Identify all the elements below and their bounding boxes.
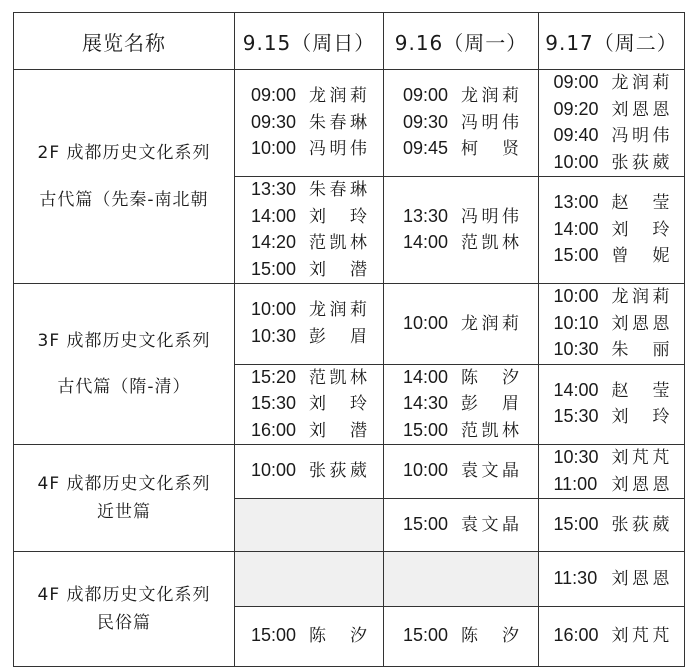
tour-entry <box>235 204 383 231</box>
tour-time: 15:00 <box>403 513 449 534</box>
guide-name: 龙润莉 <box>461 313 519 334</box>
schedule-row <box>14 552 685 607</box>
tour-time: 10:00 <box>251 460 297 481</box>
tour-entry <box>539 190 684 217</box>
tour-slot-cell <box>539 284 685 365</box>
tour-entry <box>539 70 684 97</box>
guide-name: 刘潜 <box>309 420 367 441</box>
tour-entry <box>539 566 684 593</box>
tour-time: 16:00 <box>553 625 599 646</box>
tour-entry <box>384 418 538 445</box>
tour-time: 10:30 <box>251 325 297 346</box>
tour-entry <box>539 311 684 338</box>
tour-slot-cell <box>384 177 539 284</box>
tour-time: 14:00 <box>553 379 599 400</box>
guide-name: 刘恩恩 <box>611 99 670 120</box>
guide-name: 袁文晶 <box>461 514 519 535</box>
guide-name: 彭眉 <box>461 394 519 414</box>
tour-slot-cell <box>384 445 539 499</box>
tour-entry <box>235 136 383 163</box>
tour-slot-cell <box>539 177 685 284</box>
guide-name: 柯贤 <box>461 139 519 160</box>
header-row <box>14 13 685 70</box>
tour-slot-cell <box>235 364 384 445</box>
tour-slot-cell <box>235 70 384 177</box>
tour-slot-cell <box>384 284 539 365</box>
exhibition-section: 古代篇（隋-清） <box>57 377 191 397</box>
tour-time: 13:00 <box>553 192 599 213</box>
exhibition-name-cell <box>14 70 235 284</box>
tour-entry <box>539 445 684 472</box>
guide-name: 朱春琳 <box>309 112 367 133</box>
tour-entry <box>235 110 383 137</box>
guide-name: 陈汐 <box>461 626 519 647</box>
tour-entry <box>539 404 684 431</box>
tour-time: 10:00 <box>553 286 599 306</box>
guide-name: 刘芃芃 <box>611 626 670 647</box>
guide-name: 陈汐 <box>461 367 519 388</box>
tour-slot-cell <box>235 284 384 365</box>
tour-entry <box>384 365 538 392</box>
exhibition-section: 近世篇 <box>97 502 151 522</box>
guide-name: 刘恩恩 <box>611 474 670 495</box>
tour-time: 15:00 <box>251 625 297 646</box>
guide-name: 龙润莉 <box>611 73 670 93</box>
tour-entry <box>235 365 383 392</box>
guide-name: 张荻葳 <box>611 514 670 535</box>
guide-name: 范凯林 <box>461 233 519 253</box>
guide-name: 刘芃芃 <box>611 448 670 468</box>
tour-entry <box>539 150 684 177</box>
tour-entry <box>384 110 538 137</box>
tour-slot-cell <box>384 70 539 177</box>
guide-name: 龙润莉 <box>611 287 670 307</box>
tour-slot-cell <box>539 70 685 177</box>
tour-entry <box>384 391 538 418</box>
exhibition-section: 民俗篇 <box>97 613 151 633</box>
guide-name: 冯明伟 <box>461 112 519 133</box>
guide-name: 陈汐 <box>309 626 367 647</box>
tour-slot-cell <box>235 177 384 284</box>
tour-entry <box>235 83 383 110</box>
tour-entry <box>235 230 383 257</box>
tour-time: 14:00 <box>553 218 599 239</box>
tour-slot-cell <box>235 445 384 499</box>
tour-entry <box>384 512 538 539</box>
tour-entry <box>235 458 383 485</box>
tour-entry <box>539 217 684 244</box>
tour-time: 15:00 <box>403 419 449 440</box>
tour-time: 15:20 <box>251 366 297 387</box>
guide-name: 刘恩恩 <box>611 313 670 334</box>
guide-name: 朱春琳 <box>309 180 367 200</box>
tour-entry <box>539 243 684 270</box>
guide-name: 赵莹 <box>611 193 670 214</box>
tour-time: 16:00 <box>251 419 297 440</box>
tour-time: 15:30 <box>553 406 599 427</box>
tour-entry <box>539 378 684 405</box>
tour-time: 11:30 <box>553 567 598 588</box>
tour-time: 10:00 <box>553 151 599 172</box>
guide-name: 龙润莉 <box>309 300 367 321</box>
tour-entry <box>235 297 383 324</box>
tour-entry <box>235 623 383 650</box>
schedule-row <box>14 445 685 499</box>
tour-entry <box>539 284 684 311</box>
tour-entry <box>539 472 684 499</box>
guide-name: 刘潜 <box>309 259 367 280</box>
tour-time: 09:30 <box>403 111 449 132</box>
tour-time: 14:00 <box>251 205 297 226</box>
tour-time: 14:30 <box>403 393 449 413</box>
tour-time: 13:30 <box>251 179 297 199</box>
tour-entry <box>384 623 538 650</box>
exhibition-floor-series: 3F 成都历史文化系列 <box>37 330 211 351</box>
tour-time: 10:10 <box>553 312 599 333</box>
guide-name: 张荻葳 <box>611 152 670 173</box>
tour-slot-cell <box>539 445 685 499</box>
guide-name: 龙润莉 <box>309 86 367 107</box>
guide-name: 范凯林 <box>309 233 367 253</box>
exhibition-name-cell <box>14 284 235 445</box>
tour-time: 09:00 <box>553 72 599 92</box>
tour-slot-cell <box>384 499 539 552</box>
guide-name: 范凯林 <box>309 367 367 388</box>
tour-slot-cell <box>539 364 685 445</box>
exhibition-floor-series: 2F 成都历史文化系列 <box>37 143 211 164</box>
exhibition-section: 古代篇（先秦-南北朝 <box>39 189 209 210</box>
exhibition-name-cell <box>14 552 235 667</box>
tour-slot-cell <box>539 499 685 552</box>
tour-entry <box>235 418 383 445</box>
tour-time: 13:30 <box>403 205 449 226</box>
tour-time: 15:00 <box>553 513 599 534</box>
empty-slot-cell <box>235 499 384 552</box>
tour-time: 15:30 <box>251 393 297 413</box>
tour-time: 10:30 <box>553 447 599 467</box>
tour-entry <box>539 337 684 364</box>
tour-entry <box>384 230 538 257</box>
tour-time: 10:00 <box>403 312 449 333</box>
tour-slot-cell <box>539 552 685 607</box>
tour-time: 15:00 <box>403 625 449 646</box>
tour-time: 10:00 <box>251 138 297 159</box>
tour-entry <box>539 623 684 650</box>
tour-time: 14:20 <box>251 232 297 252</box>
tour-time: 10:00 <box>403 460 449 481</box>
tour-time: 09:40 <box>553 125 599 145</box>
guide-name: 刘玲 <box>309 206 367 227</box>
exhibition-floor-series: 4F 成都历史文化系列 <box>37 584 211 605</box>
guide-name: 彭眉 <box>309 326 367 347</box>
tour-time: 14:00 <box>403 366 449 387</box>
tour-time: 15:00 <box>251 258 297 279</box>
tour-entry <box>539 512 684 539</box>
tour-entry <box>235 324 383 351</box>
header-day-3: 9.17（周二） <box>539 13 685 70</box>
tour-entry <box>235 257 383 284</box>
guide-name: 龙润莉 <box>461 86 519 107</box>
tour-entry <box>235 391 383 418</box>
tour-entry <box>384 311 538 338</box>
empty-slot-cell <box>384 552 539 607</box>
tour-time: 15:00 <box>553 245 599 266</box>
tour-entry <box>384 458 538 485</box>
tour-slot-cell <box>384 364 539 445</box>
header-day-2: 9.16（周一） <box>384 13 539 70</box>
tour-entry <box>384 204 538 231</box>
tour-time: 09:30 <box>251 111 297 132</box>
tour-time: 09:20 <box>553 98 599 119</box>
guide-name: 刘恩恩 <box>611 568 670 589</box>
exhibition-floor-series: 4F 成都历史文化系列 <box>37 473 211 494</box>
tour-time: 09:45 <box>403 138 449 159</box>
header-day-1: 9.15（周日） <box>235 13 384 70</box>
guide-name: 冯明伟 <box>461 206 519 227</box>
guide-name: 赵莹 <box>611 380 670 401</box>
tour-entry <box>384 136 538 163</box>
guide-name: 刘玲 <box>309 394 367 414</box>
guide-name: 冯明伟 <box>309 139 367 160</box>
exhibition-guide-schedule-table <box>13 12 685 667</box>
tour-time: 14:00 <box>403 232 449 252</box>
schedule-row <box>14 70 685 177</box>
guide-name: 朱丽 <box>611 340 670 360</box>
tour-time: 10:30 <box>553 339 599 359</box>
tour-time: 09:00 <box>251 85 297 106</box>
tour-entry <box>235 177 383 204</box>
header-exhibition-name: 展览名称 <box>14 13 235 70</box>
guide-name: 刘玲 <box>611 219 670 240</box>
tour-time: 11:00 <box>553 473 598 494</box>
schedule-body <box>14 70 685 667</box>
tour-entry <box>539 97 684 124</box>
tour-time: 09:00 <box>403 85 449 106</box>
tour-entry <box>539 123 684 150</box>
guide-name: 刘玲 <box>611 407 670 428</box>
guide-name: 张荻葳 <box>309 461 367 482</box>
guide-name: 范凯林 <box>461 420 519 441</box>
guide-name: 曾妮 <box>611 246 670 267</box>
tour-time: 10:00 <box>251 299 297 320</box>
tour-entry <box>384 83 538 110</box>
exhibition-name-cell <box>14 445 235 552</box>
empty-slot-cell <box>235 552 384 607</box>
guide-name: 冯明伟 <box>611 126 670 146</box>
schedule-row <box>14 284 685 365</box>
guide-name: 袁文晶 <box>461 461 519 482</box>
